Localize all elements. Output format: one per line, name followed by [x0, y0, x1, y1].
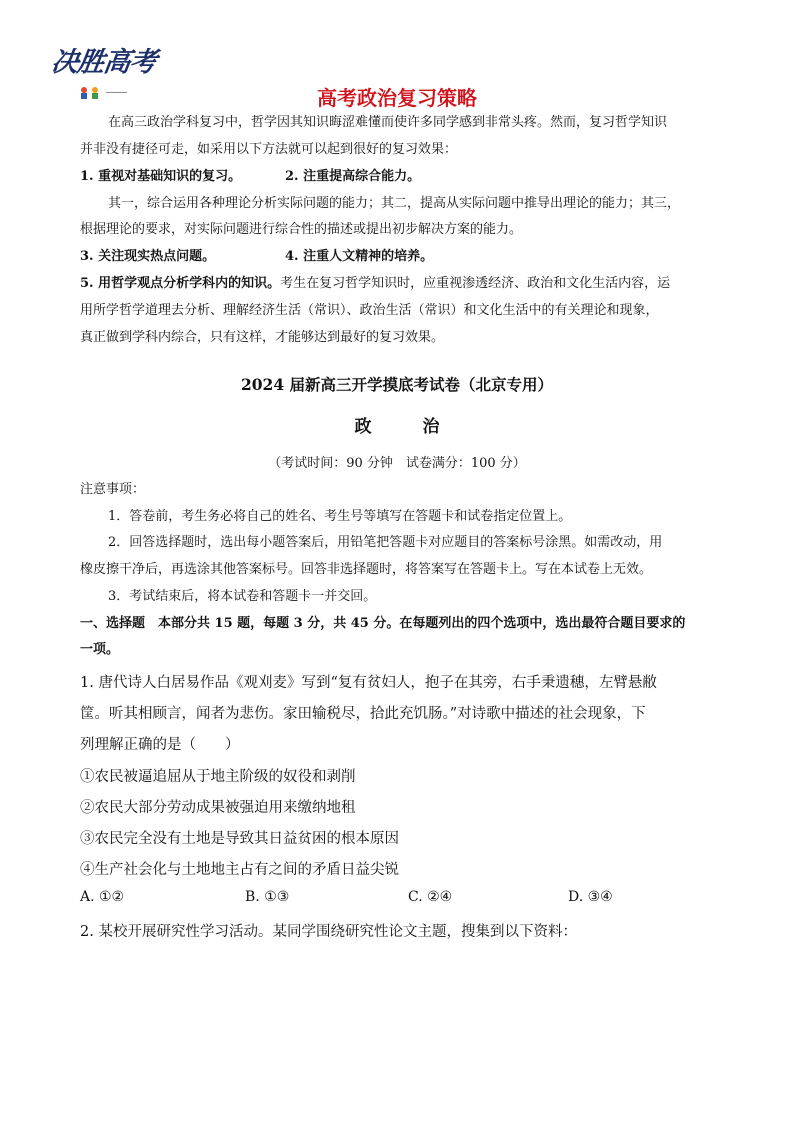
q1-line-2: 筐。听其相顾言，闻者为悲伤。家田输税尽，拾此充饥肠。”对诗歌中描述的社会现象，下	[80, 706, 646, 722]
point-5-text: 考生在复习哲学知识时，应重视渗透经济、政治和文化生活内容，运	[280, 276, 671, 291]
q1-statement-1: ①农民被逼追屈从于地主阶级的奴役和剥削	[80, 769, 356, 785]
q1-option-d: D. ③④	[568, 889, 613, 905]
points-row-2	[80, 249, 720, 265]
note-1: 1．答卷前，考生务必将自己的姓名、考生号等填写在答题卡和试卷指定位置上。	[108, 509, 572, 524]
point-5-line-2: 用所学哲学道理去分析、理解经济生活（常识）、政治生活（常识）和文化生活中的有关理论和现象，	[80, 303, 659, 318]
exam-subject: 政 治	[354, 417, 440, 437]
intro-line-1: 在高三政治学科复习中，哲学因其知识晦涩难懂而使许多同学感到非常头疼。然而，复习哲学知识	[108, 115, 668, 130]
detail-line-1: 其一，综合运用各种理论分析实际问题的能力；其二，提高从实际问题中推导出理论的能力；其三，	[108, 196, 681, 211]
q1-option-b: B. ①③	[245, 889, 290, 905]
note-2-line-2: 橡皮擦干净后，再选涂其他答案标号。回答非选择题时，将答案写在答题卡上。写在本试卷上无效。	[80, 562, 653, 577]
intro-line-2: 并非没有捷径可走，如采用以下方法就可以起到很好的复习效果：	[80, 142, 458, 157]
point-5-line-3: 真正做到学科内综合，只有这样，才能够达到最好的复习效果。	[80, 330, 445, 345]
strategy-title: 高考政治复习策略	[317, 86, 477, 110]
q1-option-c: C. ②④	[408, 889, 453, 905]
point-2: 2. 注重提高综合能力。	[285, 169, 421, 184]
notes-heading: 注意事项：	[80, 482, 146, 497]
note-3: 3．考试结束后，将本试卷和答题卡一并交回。	[108, 589, 377, 604]
point-5-heading: 5. 用哲学观点分析学科内的知识。	[80, 276, 281, 291]
section-1-line-2: 一项。	[80, 642, 120, 657]
q1-option-a: A. ①②	[80, 889, 125, 905]
section-1-line-1: 一、选择题 本部分共 15 题，每题 3 分，共 45 分。在每题列出的四个选项中，选出最符合题目要求的	[80, 616, 686, 631]
q1-line-1: 1. 唐代诗人白居易作品《观刈麦》写到“复有贫妇人，抱子在其旁，右手秉遗穗，左臂悬敝	[80, 675, 657, 691]
point-5-line-1	[80, 276, 720, 292]
q1-statement-3: ③农民完全没有土地是导致其日益贫困的根本原因	[80, 831, 399, 847]
exam-meta: （考试时间：90 分钟 试卷满分：100 分）	[268, 456, 526, 471]
exam-title: 2024 届新高三开学摸底考试卷（北京专用）	[240, 375, 554, 394]
point-1: 1. 重视对基础知识的复习。	[80, 169, 242, 184]
note-2-line-1: 2．回答选择题时，选出每小题答案后，用铅笔把答题卡对应题目的答案标号涂黑。如需改动，用	[108, 535, 663, 550]
logo-text: 决胜高考	[49, 47, 158, 78]
detail-line-2: 根据理论的要求，对实际问题进行综合性的描述或提出初步解决方案的能力。	[80, 222, 523, 237]
q1-statement-4: ④生产社会化与土地地主占有之间的矛盾日益尖锐	[80, 862, 399, 878]
q1-statement-2: ②农民大部分劳动成果被强迫用来缴纳地租	[80, 800, 356, 816]
logo-tagline-decor: ━━━━━━━	[106, 90, 128, 96]
q1-line-3: 列理解正确的是（ ）	[80, 737, 240, 753]
point-4: 4. 注重人文精神的培养。	[285, 249, 434, 264]
points-row-1	[80, 169, 720, 185]
q2-line-1: 2. 某校开展研究性学习活动。某同学围绕研究性论文主题，搜集到以下资料：	[80, 924, 577, 940]
point-3: 3. 关注现实热点问题。	[80, 249, 216, 264]
